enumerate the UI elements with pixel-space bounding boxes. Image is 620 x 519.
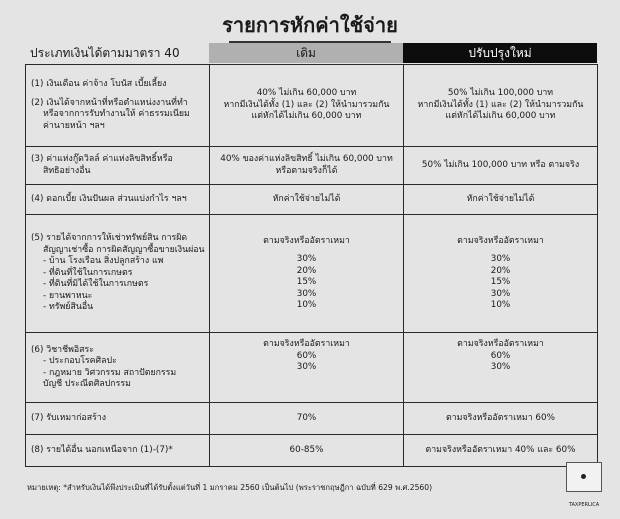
value-line: 30% <box>490 288 511 299</box>
value-line: ตามจริงหรืออัตราเหมา <box>263 235 350 246</box>
old-value-cell <box>210 435 404 467</box>
logo-text: TAXPERLICA <box>568 502 600 508</box>
row-label <box>26 435 210 467</box>
value-line: 10% <box>296 300 317 310</box>
value-line: หากมีเงินได้ทั้ง (1) และ (2) ให้นำมารวมกัน <box>417 99 584 110</box>
label-line: (3) ค่าแห่งกู๊ดวิลล์ ค่าแห่งลิขสิทธิ์หรือ <box>31 154 173 164</box>
value-line: 15% <box>490 277 511 287</box>
label-line: (5) รายได้จากการให้เช่าทรัพย์สิน การผิด <box>31 233 188 244</box>
value-line: 20% <box>490 265 511 276</box>
brand-logo <box>566 462 602 508</box>
label-line: (7) รับเหมาก่อสร้าง <box>31 412 107 423</box>
new-column-header: ปรับปรุงใหม่ <box>403 43 597 63</box>
label-line: - ทรัพย์สินอื่น <box>43 302 94 313</box>
value-line: 30% <box>490 254 511 264</box>
value-line: 30% <box>296 288 317 299</box>
value-line: ตามจริงหรืออัตราเหมา <box>457 339 544 349</box>
value-line: 30% <box>490 362 511 372</box>
label-line: - บ้าน โรงเรือน สิ่งปลูกสร้าง แพ <box>43 256 164 267</box>
spacer <box>31 91 204 98</box>
new-value-cell <box>404 147 598 185</box>
label-line: หรือจากการรับทำงานให้ ค่าธรรมเนียม <box>43 109 190 119</box>
label-line: (1) เงินเดือน ค่าจ้าง โบนัส เบี้ยเลี้ยง <box>31 79 167 89</box>
value-line: หักค่าใช้จ่ายไม่ได้ <box>272 193 341 204</box>
table-row <box>26 185 598 215</box>
label-line: สิทธิอย่างอื่น <box>43 165 91 176</box>
value-line: 50% ไม่เกิน 100,000 บาท หรือ ตามจริง <box>421 159 580 170</box>
spacer <box>215 247 398 254</box>
value-line: ตามจริงหรืออัตราเหมา 60% <box>446 412 555 423</box>
row-label <box>26 403 210 435</box>
row-label <box>26 147 210 185</box>
footnote: หมายเหตุ: *สำหรับเงินได้พึงประเมินที่ได้รับตั้งแต่วันที่ 1 มกราคม 2560 เป็นต้นไป (พระราชกฤษฎีกา ฉบับที่ 629 พ.ศ.2560) <box>27 483 433 492</box>
category-header: ประเภทเงินได้ตามมาตรา 40 <box>30 46 180 60</box>
value-line: 20% <box>296 265 317 276</box>
deduction-table <box>25 64 598 467</box>
value-line: หรือตามจริงก็ได้ <box>275 165 338 176</box>
label-line: สัญญาเช่าซื้อ การผิดสัญญาซื้อขายเงินผ่อน <box>43 244 205 255</box>
value-line: 60-85% <box>289 444 324 455</box>
table-row <box>26 215 598 333</box>
value-line: แต่หักได้ไม่เกิน 60,000 บาท <box>251 111 362 122</box>
table-row <box>26 65 598 147</box>
label-line: (4) ดอกเบี้ย เงินปันผล ส่วนแบ่งกำไร ฯลฯ <box>31 193 187 204</box>
value-line: 40% ไม่เกิน 60,000 บาท <box>256 88 357 99</box>
value-line: 70% <box>296 412 317 423</box>
old-value-cell <box>210 147 404 185</box>
value-line: ตามจริงหรืออัตราเหมา <box>457 235 544 246</box>
table-row <box>26 147 598 185</box>
label-line: - ที่ดินที่ใช้ในการเกษตร <box>43 267 133 278</box>
row-label <box>26 215 210 333</box>
value-line: 30% <box>296 254 317 264</box>
value-line: 10% <box>490 300 511 310</box>
table-row <box>26 333 598 403</box>
label-line: - ประกอบโรคศิลปะ <box>43 356 117 366</box>
value-line: ตามจริงหรืออัตราเหมา 40% และ 60% <box>425 444 576 455</box>
value-line: 50% ไม่เกิน 100,000 บาท <box>447 88 554 99</box>
value-line: 40% ของค่าแห่งลิขสิทธิ์ ไม่เกิน 60,000 บาท <box>220 154 393 164</box>
value-line: ตามจริงหรืออัตราเหมา <box>263 339 350 349</box>
old-column-header: เดิม <box>209 43 403 63</box>
value-line: หักค่าใช้จ่ายไม่ได้ <box>466 193 535 204</box>
label-line: ค่านายหน้า ฯลฯ <box>43 120 105 131</box>
label-line: - ยานพาหนะ <box>43 290 93 301</box>
label-line: บัญชี ประณีตศิลปกรรม <box>43 379 131 389</box>
old-value-cell <box>210 215 404 333</box>
label-line: (8) รายได้อื่น นอกเหนือจาก (1)-(7)* <box>31 444 173 455</box>
new-value-cell <box>404 215 598 333</box>
table-row <box>26 435 598 467</box>
value-line: 60% <box>296 350 317 361</box>
logo-mark-icon <box>581 474 586 479</box>
label-line: (2) เงินได้จากหน้าที่หรือตำแหน่งงานที่ทำ <box>31 97 188 108</box>
new-value-cell <box>404 403 598 435</box>
row-label <box>26 65 210 147</box>
row-label <box>26 185 210 215</box>
label-line: - ที่ดินที่มิได้ใช้ในการเกษตร <box>43 279 149 290</box>
old-value-cell <box>210 333 404 403</box>
spacer <box>409 247 592 254</box>
label-line: (6) วิชาชีพอิสระ <box>31 344 94 355</box>
table-row <box>26 403 598 435</box>
value-line: แต่หักได้ไม่เกิน 60,000 บาท <box>445 111 556 122</box>
new-value-cell <box>404 185 598 215</box>
new-value-cell <box>404 65 598 147</box>
page-title: รายการหักค่าใช้จ่าย <box>222 13 398 37</box>
value-line: หากมีเงินได้ทั้ง (1) และ (2) ให้นำมารวมกัน <box>223 99 390 110</box>
value-line: 15% <box>296 277 317 287</box>
value-line: 30% <box>296 362 317 372</box>
old-value-cell <box>210 185 404 215</box>
old-value-cell <box>210 403 404 435</box>
label-line: - กฎหมาย วิศวกรรม สถาปัตยกรรม <box>43 367 177 378</box>
value-line: 60% <box>490 350 511 361</box>
row-label <box>26 333 210 403</box>
old-value-cell <box>210 65 404 147</box>
new-value-cell <box>404 333 598 403</box>
